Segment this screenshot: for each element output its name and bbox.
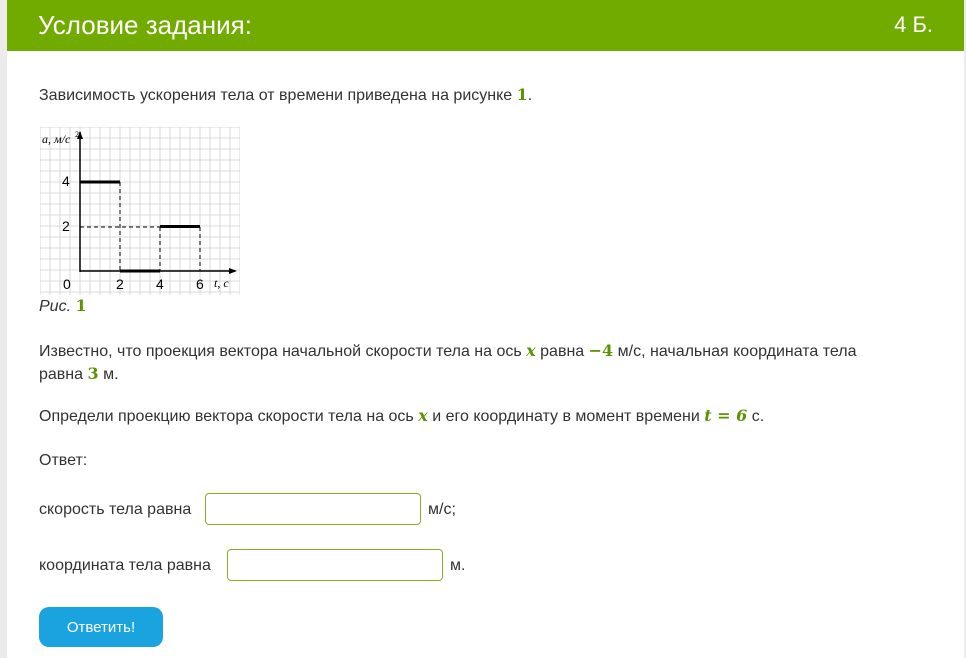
var-x-2: x	[418, 406, 428, 425]
x-tick-0: 0	[63, 276, 71, 292]
var-x: x	[526, 341, 536, 360]
intro-text: Зависимость ускорения тела от времени приведена на рисунке	[39, 87, 513, 104]
x-tick-4: 4	[156, 276, 164, 292]
speed-input[interactable]	[205, 493, 421, 525]
y-tick-4: 4	[62, 173, 70, 189]
time-expression: t = 6	[704, 406, 748, 425]
figure-caption	[39, 296, 87, 316]
coordinate-label: координата тела равна	[39, 557, 211, 574]
y-axis-exponent: 2	[75, 130, 79, 139]
graph-svg	[40, 127, 240, 297]
caption-number: 1	[75, 296, 87, 315]
task-header	[7, 0, 964, 51]
known-text-2: равна	[540, 343, 585, 360]
x-tick-6: 6	[196, 276, 204, 292]
y-tick-2: 2	[62, 218, 70, 234]
initial-velocity: −4	[588, 341, 614, 360]
question-text-2: и его координату в момент времени	[432, 408, 700, 425]
answer-label: Ответ:	[39, 452, 88, 469]
caption-text: Рис.	[39, 298, 72, 315]
figure-ref: 1	[516, 85, 528, 104]
speed-unit: м/с;	[428, 501, 456, 518]
header-title: Условие задания:	[38, 10, 252, 40]
intro-paragraph	[39, 84, 532, 107]
x-axis-label: t, с	[214, 276, 229, 290]
known-paragraph	[39, 340, 939, 386]
y-axis-label: a, м/с	[42, 132, 71, 146]
x-axis-arrow	[229, 268, 237, 274]
coordinate-input[interactable]	[227, 549, 443, 581]
coordinate-unit: м.	[450, 557, 466, 574]
known-text-1: Известно, что проекция вектора начальной скорости тела на ось	[39, 343, 522, 360]
known-text-5: м.	[103, 366, 119, 383]
points-badge: 4 Б.	[894, 12, 933, 37]
initial-coordinate: 3	[87, 364, 99, 383]
submit-button[interactable]: Ответить!	[39, 607, 163, 647]
acceleration-graph	[40, 127, 240, 302]
speed-label: скорость тела равна	[39, 501, 192, 518]
known-text-4: равна	[39, 366, 84, 383]
question-text-1: Определи проекцию вектора скорости тела на ось	[39, 408, 414, 425]
task-card	[7, 0, 964, 658]
intro-end: .	[527, 87, 533, 104]
x-tick-2: 2	[116, 276, 124, 292]
question-paragraph	[39, 405, 764, 428]
question-text-3: с.	[751, 408, 765, 425]
known-text-3: м/с, начальная координата тела	[617, 343, 857, 360]
